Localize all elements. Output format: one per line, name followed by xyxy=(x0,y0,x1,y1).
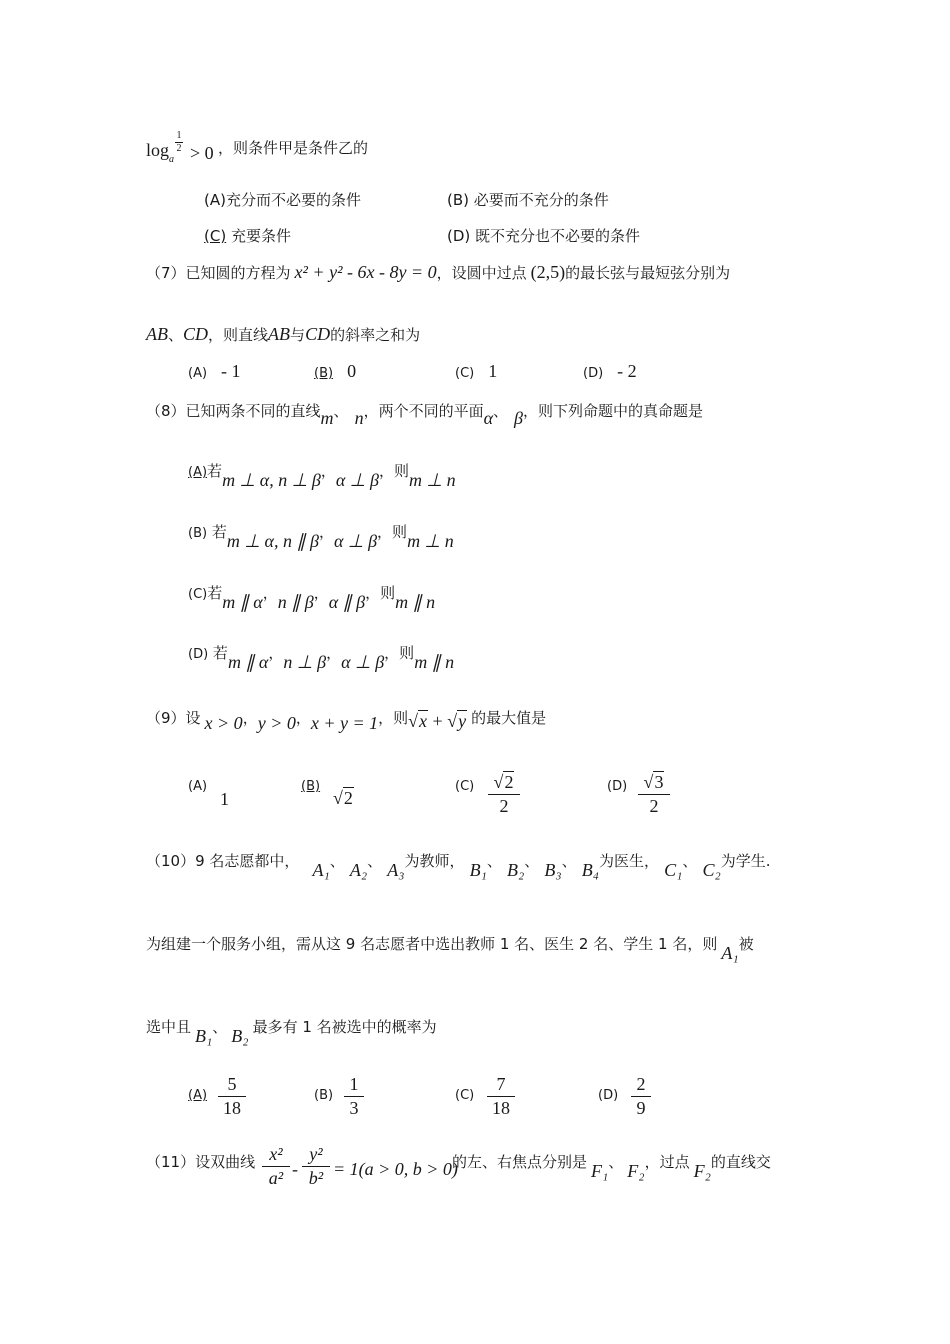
q10-option-d-value: 2 9 xyxy=(631,1074,651,1119)
q7-option-d: (D) - 2 xyxy=(583,361,637,381)
top-option-d: (D) 既不充分也不必要的条件 xyxy=(447,227,641,245)
top-option-c: (C) 充要条件 xyxy=(204,227,291,245)
q11-condition: = 1(a > 0, b > 0) xyxy=(333,1159,458,1179)
q11-y-fraction: y² b² xyxy=(302,1144,330,1189)
q10-line1: （10）9 名志愿都中， A₁、 A₂、 A₃为教师， B₁、 B₂、 B₃、 B₄为医生， C₁、 C₂为学生. xyxy=(146,852,771,880)
q9-stem: （9）设 x > 0，y > 0，x + y = 1，则√x + √y 的最大值是 xyxy=(146,709,547,733)
q8-option-a: (A)若m ⊥ α, n ⊥ β，α ⊥ β，则m ⊥ n xyxy=(188,462,456,490)
q7-line1: （7）已知圆的方程为 x² + y² - 6x - 8y = 0，设圆中过点 (2,5)的最长弦与最短弦分别为 xyxy=(146,262,731,282)
top-option-a: (A)充分而不必要的条件 xyxy=(204,191,361,209)
q9-option-a-label: (A) xyxy=(188,779,208,794)
q7-line2: AB、CD，则直线AB与CD的斜率之和为 xyxy=(146,324,421,344)
q10-line2: 为组建一个服务小组，需从这 9 名志愿者中选出教师 1 名、医生 2 名、学生 1 名，则 A₁被 xyxy=(146,935,754,963)
q11-prefix: （11）设双曲线 xyxy=(146,1153,256,1171)
q7-option-c: (C) 1 xyxy=(455,361,498,381)
q9-option-d-value: √3 2 xyxy=(638,772,670,817)
q9-sqrt-expression: √x + √y xyxy=(408,711,467,731)
top-question-text: ，则条件甲是条件乙的 xyxy=(218,139,369,157)
q8-option-d: (D) 若m ∥ α，n ⊥ β，α ⊥ β，则m ∥ n xyxy=(188,644,455,672)
q10-option-c-label: (C) xyxy=(455,1088,475,1103)
q9-option-c-label: (C) xyxy=(455,779,475,794)
log-base: a xyxy=(169,154,175,165)
q7-equation: x² + y² - 6x - 8y = 0 xyxy=(294,262,437,282)
q10-option-b-value: 1 3 xyxy=(344,1074,364,1119)
q10-option-a-value: 5 18 xyxy=(218,1074,246,1119)
q8-option-b: (B) 若m ⊥ α, n ∥ β，α ⊥ β，则m ⊥ n xyxy=(188,523,454,551)
q11-rest: 的左、右焦点分别是 F₁、 F₂，过点 F₂的直线交 xyxy=(452,1153,771,1181)
q7-point: (2,5) xyxy=(530,262,566,282)
q11-minus: - xyxy=(292,1159,298,1179)
log-exponent: 1 2 xyxy=(176,130,182,154)
q10-option-d-label: (D) xyxy=(598,1088,619,1103)
top-option-b: (B) 必要而不充分的条件 xyxy=(447,191,609,209)
q9-option-b-label: (B) xyxy=(301,779,321,794)
q7-option-a: (A) - 1 xyxy=(188,361,241,381)
q9-option-a-value: 1 xyxy=(220,789,229,809)
q10-option-b-label: (B) xyxy=(314,1088,334,1103)
log-condition: $\log_a$ xyxy=(146,140,175,165)
q9-option-c-value: √2 2 xyxy=(488,772,520,817)
q8-option-c: (C)若m ∥ α，n ∥ β，α ∥ β，则m ∥ n xyxy=(188,584,436,612)
q11-x-fraction: x² a² xyxy=(262,1144,290,1189)
q9-option-d-label: (D) xyxy=(607,779,628,794)
q10-option-c-value: 7 18 xyxy=(487,1074,515,1119)
log-relation: > 0 xyxy=(190,143,214,163)
q9-option-b-value: √2 xyxy=(333,788,353,808)
q7-option-b: (B) 0 xyxy=(314,361,357,381)
q10-line3: 选中且 B₁、 B₂ 最多有 1 名被选中的概率为 xyxy=(146,1018,437,1046)
q10-option-a-label: (A) xyxy=(188,1088,208,1103)
q8-stem: （8）已知两条不同的直线m、 n，两个不同的平面α、 β，则下列命题中的真命题是 xyxy=(146,402,704,428)
